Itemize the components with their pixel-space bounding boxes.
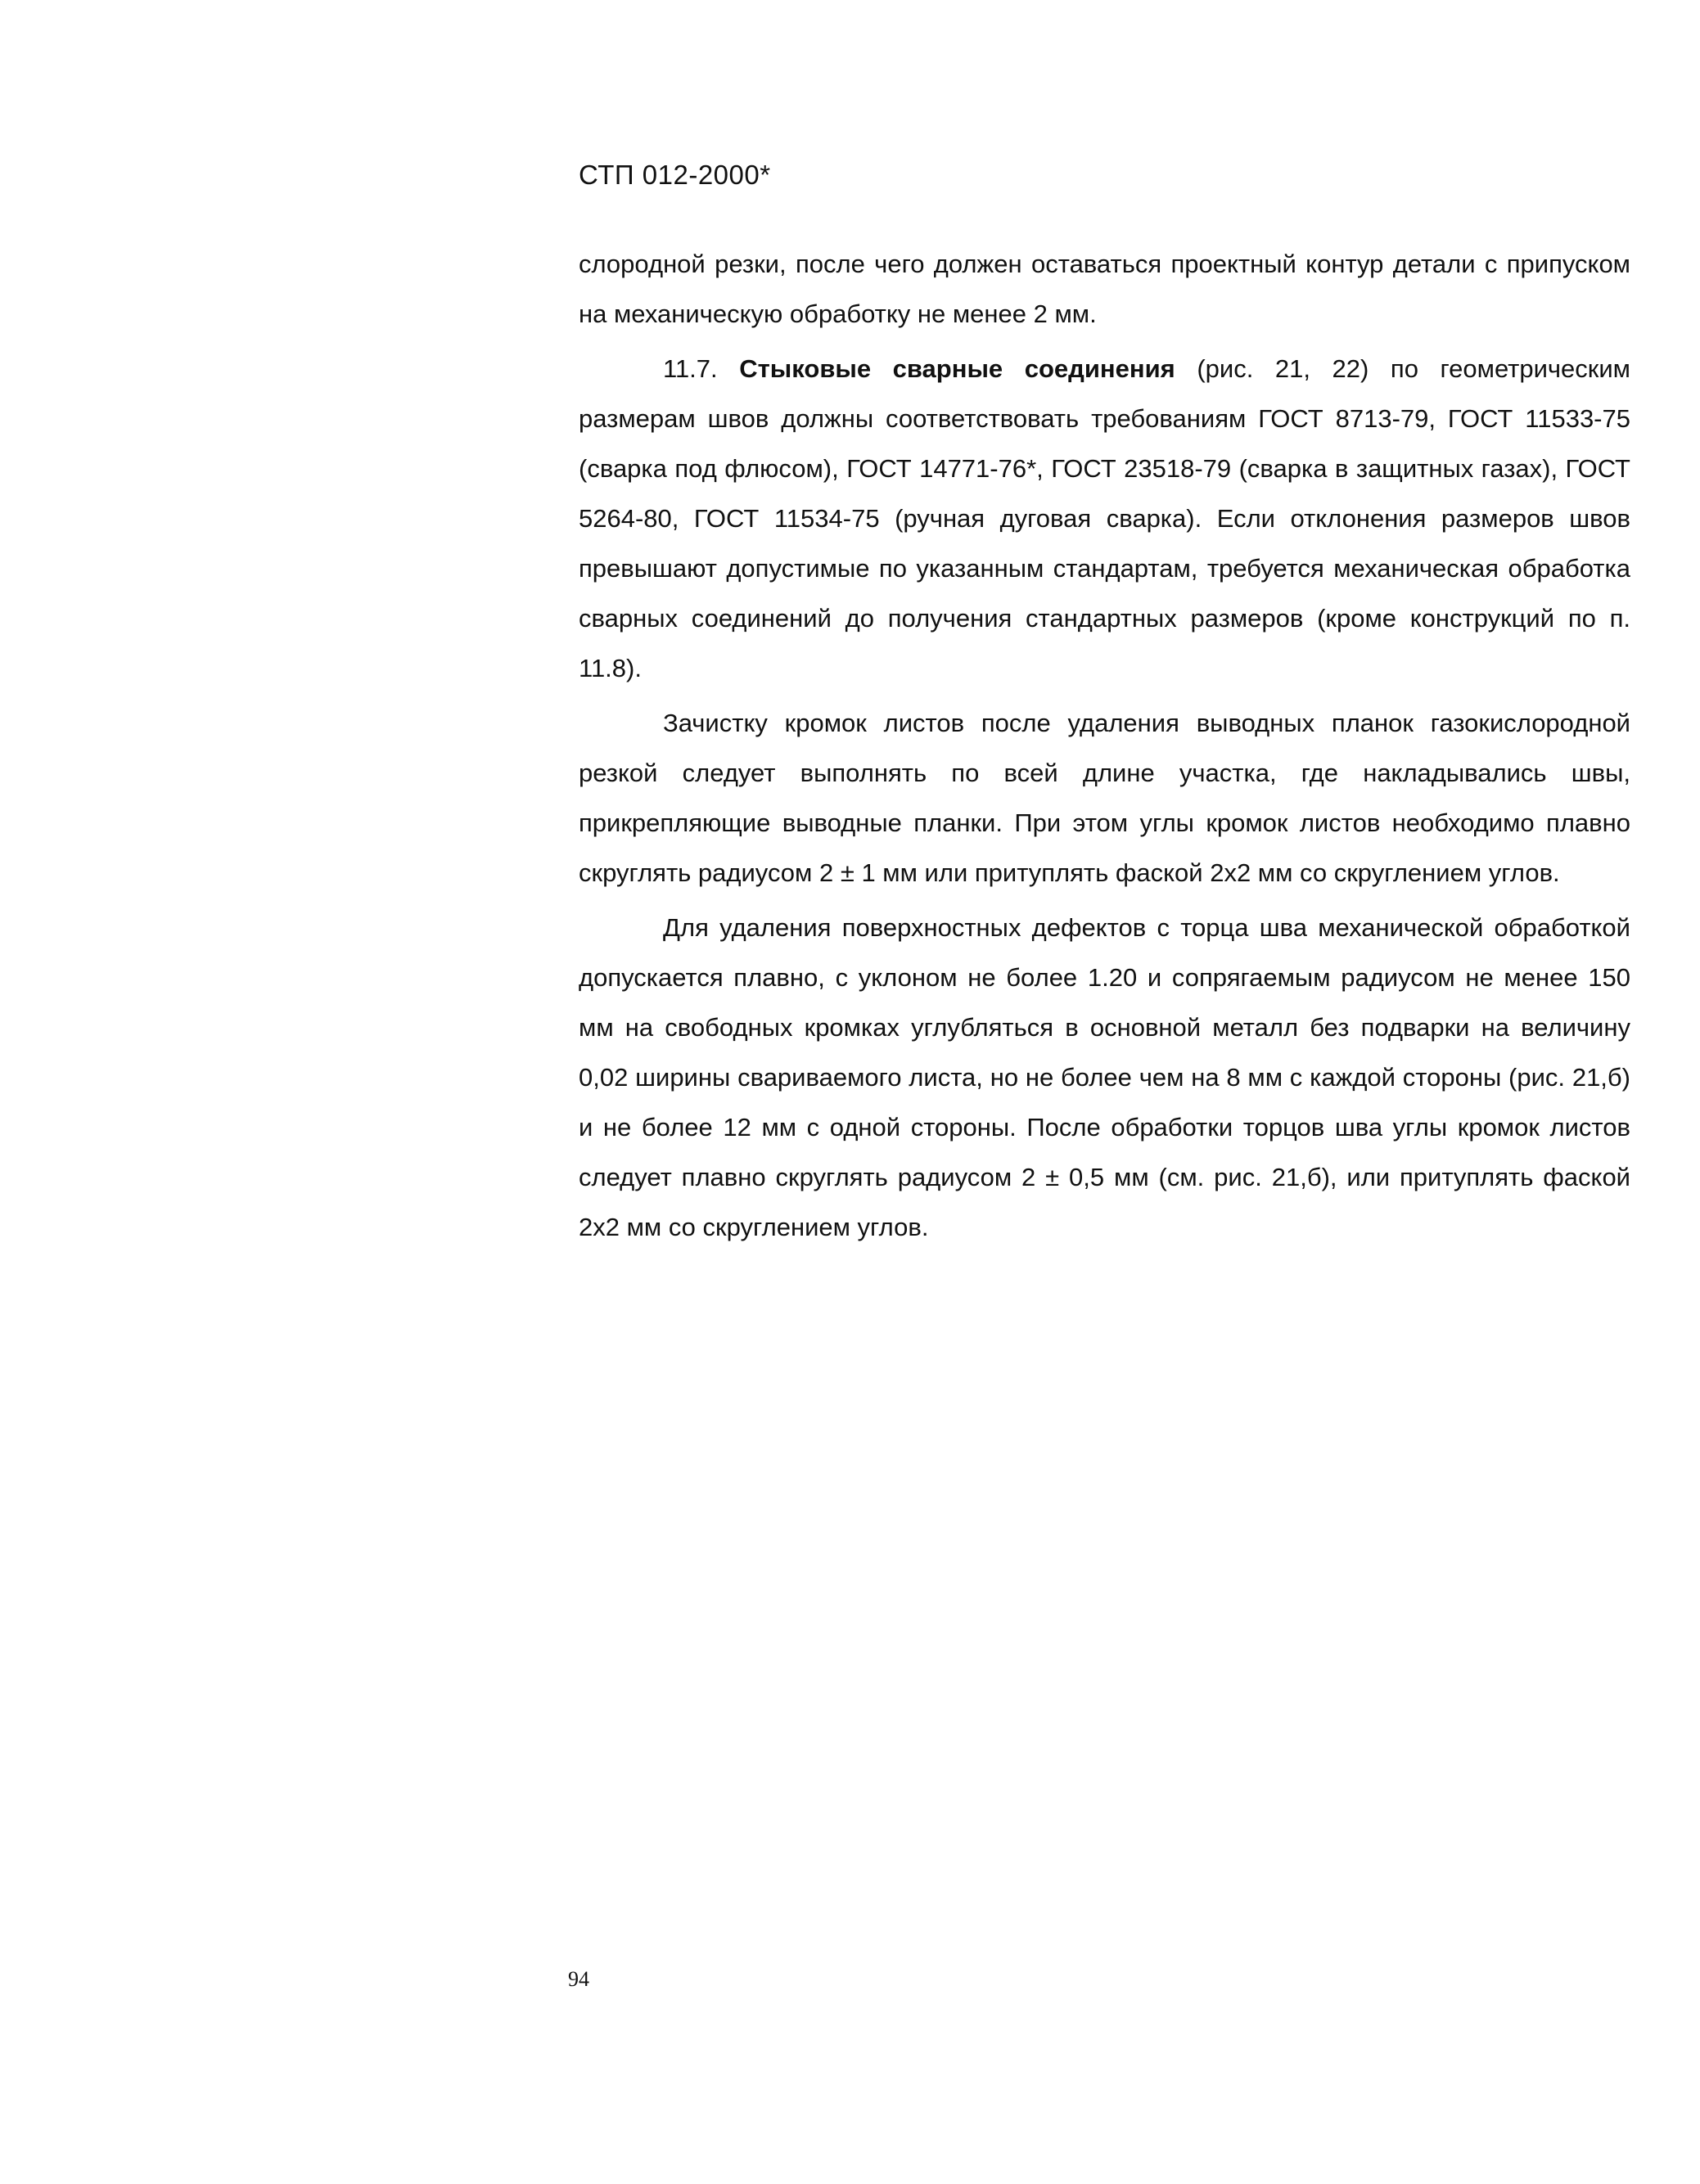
clause-text: (рис. 21, 22) по геометрическим размерам швов должны соответствовать требованиям ГОСТ 8713-79, ГОСТ 11533-75 (сварка под флюсом), ГОСТ 14771-76*, ГОСТ 23518-79 (сварка в защитных газах), ГОСТ 5264-80, ГОСТ 11534-75 (ручная дуговая сварка). Если отклонения размеров швов превышают допустимые по указанным стандартам, требуется механическая обработка сварных соединений до получения стандартных размеров (кроме конструкций по п. 11.8). bbox=[579, 354, 1630, 682]
clause-heading: Стыковые сварные соединения bbox=[739, 354, 1175, 383]
document-body bbox=[579, 239, 1630, 1252]
paragraph-continuation: слородной резки, после чего должен оставаться проектный контур детали с припуском на механическую обработку не менее 2 мм. bbox=[579, 250, 1630, 328]
page-number: 94 bbox=[568, 1967, 589, 1991]
paragraph-11-7 bbox=[579, 344, 1630, 693]
document-code-header: СТП 012-2000* bbox=[579, 160, 771, 190]
paragraph-edge-cleaning: Зачистку кромок листов после удаления выводных планок газокислородной резкой следует выполнять по всей длине участка, где накладывались швы, прикрепляющие выводные планки. При этом углы кромок листов необходимо плавно скруглять радиусом 2 ± 1 мм или притуплять фаской 2х2 мм со скруглением углов. bbox=[579, 709, 1630, 887]
clause-number: 11.7. bbox=[663, 354, 718, 383]
paragraph-defect-removal: Для удаления поверхностных дефектов с торца шва механической обработкой допускается плавно, с уклоном не более 1.20 и сопрягаемым радиусом не менее 150 мм на свободных кромках углубляться в основной металл без подварки на величину 0,02 ширины свариваемого листа, но не более чем на 8 мм с каждой стороны (рис. 21,б) и не более 12 мм с одной стороны. После обработки торцов шва углы кромок листов следует плавно скруглять радиусом 2 ± 0,5 мм (см. рис. 21,б), или притуплять фаской 2х2 мм со скруглением углов. bbox=[579, 913, 1630, 1241]
